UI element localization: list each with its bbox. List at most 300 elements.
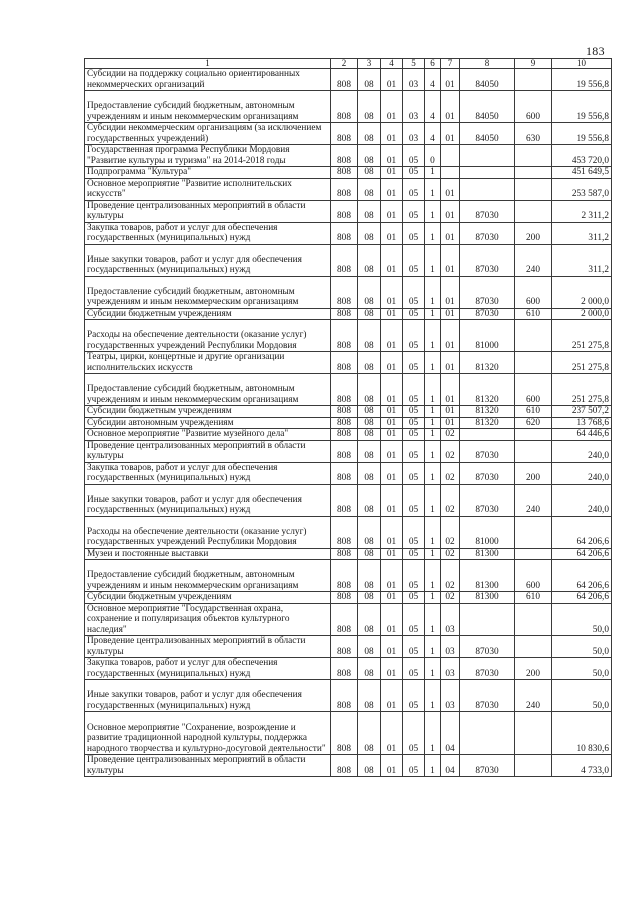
direction-code [460, 145, 515, 167]
subprogram-code: 1 [425, 755, 441, 777]
ministry-code: 808 [331, 429, 358, 441]
column-header-4: 4 [381, 59, 403, 69]
subprogram-code: 4 [425, 123, 441, 145]
section-code: 08 [358, 406, 381, 418]
direction-code [460, 178, 515, 200]
section-code: 08 [358, 462, 381, 484]
expense-type-code [515, 200, 552, 222]
expense-name: Государственная программа Республики Мордовия "Развитие культуры и туризма" на 2014-2018 годы [85, 145, 331, 167]
expense-name: Иные закупки товаров, работ и услуг для обеспечения государственных (муниципальных) нужд [85, 680, 331, 712]
ministry-code: 808 [331, 462, 358, 484]
table-row [85, 352, 612, 374]
ministry-code: 808 [331, 320, 358, 352]
direction-code: 81320 [460, 352, 515, 374]
ministry-code: 808 [331, 680, 358, 712]
section-code: 08 [358, 603, 381, 636]
event-code: 03 [441, 658, 460, 680]
budget-table [84, 58, 612, 777]
section-code: 08 [358, 560, 381, 592]
direction-code [460, 603, 515, 636]
subprogram-code: 1 [425, 178, 441, 200]
subprogram-code: 1 [425, 440, 441, 462]
section-code: 08 [358, 91, 381, 123]
table-body [85, 69, 612, 777]
section-code: 08 [358, 374, 381, 406]
expense-name: Расходы на обеспечение деятельности (оказание услуг) государственных учреждений Республики Мордовия [85, 516, 331, 548]
program-code: 03 [403, 69, 425, 91]
table-row [85, 592, 612, 604]
direction-code: 87030 [460, 200, 515, 222]
ministry-code: 808 [331, 69, 358, 91]
amount: 50,0 [552, 658, 612, 680]
expense-name: Подпрограмма "Культура" [85, 167, 331, 179]
ministry-code: 808 [331, 603, 358, 636]
direction-code: 87030 [460, 244, 515, 276]
expense-name: Театры, цирки, концертные и другие организации исполнительских искусств [85, 352, 331, 374]
table-row [85, 167, 612, 179]
expense-name: Субсидии бюджетным учреждениям [85, 592, 331, 604]
event-code: 01 [441, 91, 460, 123]
table-row [85, 308, 612, 320]
event-code: 01 [441, 178, 460, 200]
table-row [85, 636, 612, 658]
column-header-1: 1 [85, 59, 331, 69]
amount: 253 587,0 [552, 178, 612, 200]
subsection-code: 01 [381, 178, 403, 200]
expense-name: Предоставление субсидий бюджетным, автономным учреждениям и иным некоммерческим организациям [85, 374, 331, 406]
subsection-code: 01 [381, 145, 403, 167]
column-header-9: 9 [515, 59, 552, 69]
event-code [441, 167, 460, 179]
table-row [85, 145, 612, 167]
event-code: 02 [441, 429, 460, 441]
expense-name: Субсидии автономным учреждениям [85, 417, 331, 429]
event-code: 02 [441, 484, 460, 516]
direction-code: 84050 [460, 69, 515, 91]
ministry-code: 808 [331, 406, 358, 418]
subsection-code: 01 [381, 429, 403, 441]
subsection-code: 01 [381, 352, 403, 374]
direction-code: 81300 [460, 592, 515, 604]
expense-name: Иные закупки товаров, работ и услуг для обеспечения государственных (муниципальных) нужд [85, 244, 331, 276]
section-code: 08 [358, 276, 381, 308]
event-code: 02 [441, 462, 460, 484]
expense-name: Предоставление субсидий бюджетным, автономным учреждениям и иным некоммерческим организациям [85, 560, 331, 592]
section-code: 08 [358, 352, 381, 374]
table-row [85, 440, 612, 462]
ministry-code: 808 [331, 484, 358, 516]
program-code: 05 [403, 276, 425, 308]
program-code: 05 [403, 167, 425, 179]
subprogram-code: 1 [425, 352, 441, 374]
expense-type-code: 200 [515, 462, 552, 484]
table-row [85, 516, 612, 548]
ministry-code: 808 [331, 352, 358, 374]
section-code: 08 [358, 592, 381, 604]
expense-name: Закупка товаров, работ и услуг для обеспечения государственных (муниципальных) нужд [85, 462, 331, 484]
event-code: 03 [441, 603, 460, 636]
amount: 240,0 [552, 440, 612, 462]
amount: 10 830,6 [552, 712, 612, 755]
subsection-code: 01 [381, 406, 403, 418]
direction-code: 87030 [460, 755, 515, 777]
table-row [85, 200, 612, 222]
direction-code: 81000 [460, 320, 515, 352]
expense-type-code [515, 352, 552, 374]
subprogram-code: 4 [425, 69, 441, 91]
direction-code [460, 712, 515, 755]
section-code: 08 [358, 308, 381, 320]
amount: 311,2 [552, 222, 612, 244]
subsection-code: 01 [381, 603, 403, 636]
event-code: 01 [441, 417, 460, 429]
table-row [85, 755, 612, 777]
ministry-code: 808 [331, 592, 358, 604]
event-code: 01 [441, 276, 460, 308]
direction-code: 87030 [460, 658, 515, 680]
amount: 13 768,6 [552, 417, 612, 429]
direction-code: 87030 [460, 484, 515, 516]
expense-type-code: 600 [515, 374, 552, 406]
program-code: 05 [403, 680, 425, 712]
event-code: 04 [441, 712, 460, 755]
column-header-2: 2 [331, 59, 358, 69]
direction-code: 87030 [460, 636, 515, 658]
section-code: 08 [358, 636, 381, 658]
expense-name: Основное мероприятие "Сохранение, возрождение и развитие традиционной народной культуры, поддержка народного творчества и культурно-досуговой деятельности" [85, 712, 331, 755]
program-code: 05 [403, 592, 425, 604]
event-code: 01 [441, 244, 460, 276]
subprogram-code: 4 [425, 91, 441, 123]
direction-code: 84050 [460, 123, 515, 145]
direction-code: 81320 [460, 406, 515, 418]
ministry-code: 808 [331, 516, 358, 548]
event-code: 02 [441, 560, 460, 592]
subsection-code: 01 [381, 244, 403, 276]
amount: 311,2 [552, 244, 612, 276]
ministry-code: 808 [331, 123, 358, 145]
expense-type-code [515, 636, 552, 658]
program-code: 05 [403, 516, 425, 548]
section-code: 08 [358, 516, 381, 548]
subsection-code: 01 [381, 123, 403, 145]
event-code [441, 145, 460, 167]
amount: 50,0 [552, 603, 612, 636]
expense-name: Закупка товаров, работ и услуг для обеспечения государственных (муниципальных) нужд [85, 658, 331, 680]
expense-type-code: 610 [515, 592, 552, 604]
expense-type-code: 600 [515, 91, 552, 123]
subprogram-code: 1 [425, 712, 441, 755]
subsection-code: 01 [381, 417, 403, 429]
amount: 251 275,8 [552, 374, 612, 406]
event-code: 04 [441, 755, 460, 777]
subprogram-code: 1 [425, 603, 441, 636]
subsection-code: 01 [381, 69, 403, 91]
event-code: 01 [441, 200, 460, 222]
program-code: 05 [403, 712, 425, 755]
table-header-row [85, 59, 612, 69]
program-code: 05 [403, 352, 425, 374]
subprogram-code: 1 [425, 308, 441, 320]
section-code: 08 [358, 200, 381, 222]
program-code: 05 [403, 560, 425, 592]
table-row [85, 603, 612, 636]
table-row [85, 429, 612, 441]
column-header-6: 6 [425, 59, 441, 69]
expense-type-code: 600 [515, 276, 552, 308]
expense-type-code: 610 [515, 308, 552, 320]
table-row [85, 320, 612, 352]
ministry-code: 808 [331, 222, 358, 244]
subsection-code: 01 [381, 308, 403, 320]
section-code: 08 [358, 244, 381, 276]
table-row [85, 548, 612, 560]
expense-type-code: 630 [515, 123, 552, 145]
table-row [85, 244, 612, 276]
ministry-code: 808 [331, 712, 358, 755]
amount: 64 206,6 [552, 560, 612, 592]
section-code: 08 [358, 320, 381, 352]
expense-name: Субсидии некоммерческим организациям (за исключением государственных учреждений) [85, 123, 331, 145]
expense-type-code [515, 429, 552, 441]
program-code: 05 [403, 145, 425, 167]
section-code: 08 [358, 167, 381, 179]
program-code: 05 [403, 636, 425, 658]
program-code: 05 [403, 658, 425, 680]
program-code: 05 [403, 462, 425, 484]
expense-name: Субсидии бюджетным учреждениям [85, 406, 331, 418]
expense-name: Проведение централизованных мероприятий в области культуры [85, 755, 331, 777]
amount: 453 720,0 [552, 145, 612, 167]
subprogram-code: 1 [425, 680, 441, 712]
ministry-code: 808 [331, 200, 358, 222]
subsection-code: 01 [381, 91, 403, 123]
amount: 237 507,2 [552, 406, 612, 418]
expense-name: Иные закупки товаров, работ и услуг для обеспечения государственных (муниципальных) нужд [85, 484, 331, 516]
table-row [85, 222, 612, 244]
subsection-code: 01 [381, 484, 403, 516]
table-row [85, 406, 612, 418]
amount: 4 733,0 [552, 755, 612, 777]
ministry-code: 808 [331, 178, 358, 200]
direction-code: 81320 [460, 374, 515, 406]
event-code: 02 [441, 440, 460, 462]
event-code: 01 [441, 69, 460, 91]
subsection-code: 01 [381, 680, 403, 712]
expense-type-code [515, 145, 552, 167]
subprogram-code: 1 [425, 462, 441, 484]
program-code: 05 [403, 429, 425, 441]
amount: 240,0 [552, 484, 612, 516]
amount: 19 556,8 [552, 123, 612, 145]
subprogram-code: 1 [425, 167, 441, 179]
subprogram-code: 1 [425, 484, 441, 516]
expense-type-code [515, 69, 552, 91]
ministry-code: 808 [331, 440, 358, 462]
expense-type-code: 240 [515, 484, 552, 516]
subsection-code: 01 [381, 755, 403, 777]
program-code: 05 [403, 406, 425, 418]
section-code: 08 [358, 69, 381, 91]
program-code: 05 [403, 603, 425, 636]
amount: 251 275,8 [552, 320, 612, 352]
subsection-code: 01 [381, 320, 403, 352]
table-row [85, 417, 612, 429]
subprogram-code: 1 [425, 276, 441, 308]
ministry-code: 808 [331, 636, 358, 658]
event-code: 01 [441, 123, 460, 145]
subprogram-code: 0 [425, 145, 441, 167]
direction-code: 81300 [460, 560, 515, 592]
amount: 19 556,8 [552, 91, 612, 123]
event-code: 01 [441, 308, 460, 320]
ministry-code: 808 [331, 167, 358, 179]
expense-type-code: 610 [515, 406, 552, 418]
program-code: 05 [403, 440, 425, 462]
section-code: 08 [358, 484, 381, 516]
subsection-code: 01 [381, 516, 403, 548]
table-row [85, 91, 612, 123]
expense-name: Предоставление субсидий бюджетным, автономным учреждениям и иным некоммерческим организациям [85, 91, 331, 123]
amount: 2 000,0 [552, 308, 612, 320]
section-code: 08 [358, 417, 381, 429]
program-code: 05 [403, 548, 425, 560]
subsection-code: 01 [381, 636, 403, 658]
event-code: 01 [441, 320, 460, 352]
expense-name: Субсидии на поддержку социально ориентированных некоммерческих организаций [85, 69, 331, 91]
direction-code: 87030 [460, 276, 515, 308]
amount: 240,0 [552, 462, 612, 484]
expense-type-code: 200 [515, 222, 552, 244]
subprogram-code: 1 [425, 592, 441, 604]
subsection-code: 01 [381, 592, 403, 604]
subprogram-code: 1 [425, 516, 441, 548]
section-code: 08 [358, 178, 381, 200]
expense-name: Основное мероприятие "Государственная охрана, сохранение и популяризация объектов культурного наследия" [85, 603, 331, 636]
direction-code: 81300 [460, 548, 515, 560]
expense-name: Субсидии бюджетным учреждениям [85, 308, 331, 320]
expense-type-code: 240 [515, 680, 552, 712]
expense-type-code [515, 755, 552, 777]
expense-type-code [515, 516, 552, 548]
subsection-code: 01 [381, 560, 403, 592]
expense-type-code [515, 712, 552, 755]
expense-name: Основное мероприятие "Развитие исполнительских искусств" [85, 178, 331, 200]
ministry-code: 808 [331, 548, 358, 560]
table-row [85, 123, 612, 145]
program-code: 05 [403, 755, 425, 777]
column-header-8: 8 [460, 59, 515, 69]
event-code: 01 [441, 352, 460, 374]
amount: 2 311,2 [552, 200, 612, 222]
section-code: 08 [358, 429, 381, 441]
expense-name: Проведение централизованных мероприятий в области культуры [85, 636, 331, 658]
expense-type-code [515, 320, 552, 352]
program-code: 05 [403, 484, 425, 516]
event-code: 01 [441, 374, 460, 406]
ministry-code: 808 [331, 560, 358, 592]
direction-code: 87030 [460, 462, 515, 484]
subprogram-code: 1 [425, 320, 441, 352]
expense-type-code: 200 [515, 658, 552, 680]
direction-code: 87030 [460, 222, 515, 244]
expense-name: Проведение централизованных мероприятий в области культуры [85, 200, 331, 222]
subprogram-code: 1 [425, 658, 441, 680]
subsection-code: 01 [381, 658, 403, 680]
expense-name: Предоставление субсидий бюджетным, автономным учреждениям и иным некоммерческим организациям [85, 276, 331, 308]
ministry-code: 808 [331, 755, 358, 777]
ministry-code: 808 [331, 658, 358, 680]
subprogram-code: 1 [425, 200, 441, 222]
section-code: 08 [358, 548, 381, 560]
direction-code [460, 167, 515, 179]
table-row [85, 484, 612, 516]
program-code: 05 [403, 200, 425, 222]
amount: 19 556,8 [552, 69, 612, 91]
subprogram-code: 1 [425, 417, 441, 429]
program-code: 05 [403, 244, 425, 276]
event-code: 03 [441, 680, 460, 712]
subsection-code: 01 [381, 440, 403, 462]
subprogram-code: 1 [425, 406, 441, 418]
column-header-5: 5 [403, 59, 425, 69]
subprogram-code: 1 [425, 222, 441, 244]
direction-code: 81000 [460, 516, 515, 548]
section-code: 08 [358, 712, 381, 755]
amount: 64 206,6 [552, 548, 612, 560]
amount: 2 000,0 [552, 276, 612, 308]
table-row [85, 712, 612, 755]
column-header-10: 10 [552, 59, 612, 69]
expense-type-code: 620 [515, 417, 552, 429]
table-row [85, 560, 612, 592]
table-row [85, 680, 612, 712]
section-code: 08 [358, 680, 381, 712]
expense-name: Проведение централизованных мероприятий в области культуры [85, 440, 331, 462]
expense-name: Основное мероприятие "Развитие музейного дела" [85, 429, 331, 441]
subsection-code: 01 [381, 200, 403, 222]
expense-name: Закупка товаров, работ и услуг для обеспечения государственных (муниципальных) нужд [85, 222, 331, 244]
program-code: 05 [403, 222, 425, 244]
event-code: 03 [441, 636, 460, 658]
expense-name: Музеи и постоянные выставки [85, 548, 331, 560]
subsection-code: 01 [381, 712, 403, 755]
subsection-code: 01 [381, 548, 403, 560]
direction-code: 87030 [460, 440, 515, 462]
table-row [85, 462, 612, 484]
amount: 50,0 [552, 636, 612, 658]
page-number: 183 [586, 44, 605, 58]
table-row [85, 658, 612, 680]
ministry-code: 808 [331, 145, 358, 167]
direction-code: 81320 [460, 417, 515, 429]
ministry-code: 808 [331, 276, 358, 308]
expense-type-code [515, 548, 552, 560]
expense-type-code [515, 440, 552, 462]
program-code: 05 [403, 308, 425, 320]
direction-code [460, 429, 515, 441]
ministry-code: 808 [331, 244, 358, 276]
subsection-code: 01 [381, 167, 403, 179]
amount: 251 275,8 [552, 352, 612, 374]
expense-type-code: 600 [515, 560, 552, 592]
subsection-code: 01 [381, 222, 403, 244]
subsection-code: 01 [381, 276, 403, 308]
amount: 64 446,6 [552, 429, 612, 441]
subprogram-code: 1 [425, 244, 441, 276]
expense-name: Расходы на обеспечение деятельности (оказание услуг) государственных учреждений Республики Мордовия [85, 320, 331, 352]
event-code: 02 [441, 592, 460, 604]
